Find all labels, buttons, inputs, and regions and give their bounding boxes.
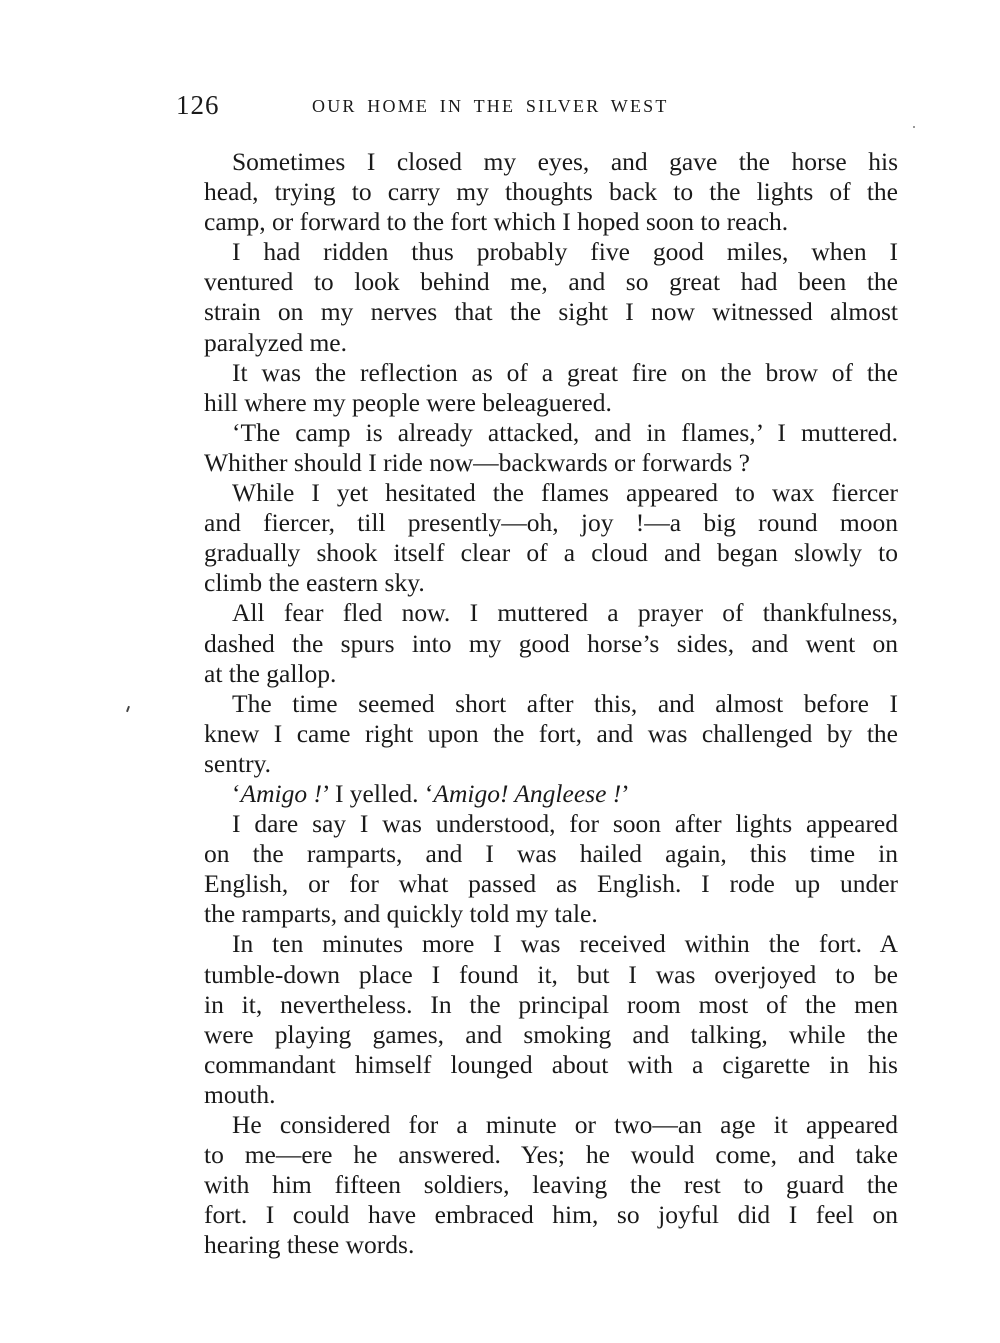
text-line: hill where my people were beleaguered.	[204, 387, 612, 417]
text-line: at the gallop.	[204, 658, 337, 688]
paragraph	[176, 809, 898, 929]
text-line: mouth.	[204, 1079, 276, 1109]
text-line: ventured to look behind me, and so great had been the	[204, 267, 898, 297]
text-line: climb the eastern sky.	[204, 568, 425, 598]
italic-text: Amigo! Angleese !	[433, 778, 622, 808]
text-line: He considered for a minute or two—an age it appeared	[232, 1110, 898, 1139]
text-line: The time seemed short after this, and almost before I	[232, 688, 898, 718]
body-text	[176, 147, 898, 1260]
page-speck	[913, 126, 915, 128]
paragraph	[176, 689, 898, 779]
page-header	[176, 90, 896, 124]
text-line: dashed the spurs into my good horse’s sides, and went on	[204, 628, 898, 658]
text-line: I dare say I was understood, for soon after lights appeared	[232, 809, 898, 839]
text-line: the ramparts, and quickly told my tale.	[204, 899, 598, 929]
quote-mark: ‘	[424, 778, 434, 808]
text-line: commandant himself lounged about with a cigarette in his	[204, 1049, 898, 1079]
paragraph	[176, 358, 898, 418]
text-line: gradually shook itself clear of a cloud and began slowly to	[204, 538, 898, 568]
paragraph	[176, 478, 898, 598]
page-number: 126	[176, 90, 220, 120]
text-line: head, trying to carry my thoughts back to the lights of the	[204, 177, 898, 207]
text-line: tumble-down place I found it, but I was overjoyed to be	[204, 959, 898, 989]
text-line: camp, or forward to the fort which I hoped soon to reach.	[204, 207, 789, 237]
paragraph	[176, 929, 898, 1110]
text-line: While I yet hesitated the flames appeared to wax fiercer	[232, 478, 898, 508]
text-line: All fear fled now. I muttered a prayer of thankfulness,	[232, 598, 898, 628]
text-line: paralyzed me.	[204, 327, 348, 357]
text-line: strain on my nerves that the sight I now witnessed almost	[204, 297, 898, 327]
text-line: English, or for what passed as English. I rode up under	[204, 869, 898, 899]
text-line: knew I came right upon the fort, and was challenged by the	[204, 718, 898, 748]
text-line: were playing games, and smoking and talking, while the	[204, 1019, 898, 1049]
quote-mark: ’	[621, 778, 630, 808]
text-line: sentry.	[204, 748, 272, 778]
text-line: Whither should I ride now—backwards or forwards ?	[204, 447, 750, 477]
text-line: ‘The camp is already attacked, and in flames,’ I muttered.	[232, 417, 898, 447]
paragraph	[176, 598, 898, 688]
text-line: fort. I could have embraced him, so joyful did I feel on	[204, 1200, 898, 1230]
text-line: It was the reflection as of a great fire on the brow of the	[232, 357, 898, 387]
paragraph	[176, 147, 898, 237]
text-line	[176, 779, 898, 809]
margin-mark	[126, 706, 130, 712]
text-line: to me—ere he answered. Yes; he would come, and take	[204, 1140, 898, 1170]
text-line: on the ramparts, and I was hailed again, this time in	[204, 839, 898, 869]
paragraph	[176, 237, 898, 357]
paragraph	[176, 418, 898, 478]
text-line: I had ridden thus probably five good miles, when I	[232, 237, 898, 267]
text-line: and fiercer, till presently—oh, joy !—a big round moon	[204, 508, 898, 538]
plain-text: I yelled.	[328, 778, 425, 808]
quote-mark: ’	[321, 778, 329, 808]
paragraph	[176, 1110, 898, 1260]
quote-mark: ‘	[232, 778, 241, 808]
text-line: in it, nevertheless. In the principal room most of the men	[204, 989, 898, 1019]
text-line: In ten minutes more I was received within the fort. A	[232, 929, 898, 959]
text-line: Sometimes I closed my eyes, and gave the horse his	[232, 147, 898, 176]
text-line: with him fifteen soldiers, leaving the rest to guard the	[204, 1170, 898, 1200]
italic-text: Amigo !	[240, 778, 322, 808]
text-line: hearing these words.	[204, 1230, 415, 1260]
running-title: OUR HOME IN THE SILVER WEST	[312, 96, 669, 116]
paragraph	[176, 779, 898, 809]
